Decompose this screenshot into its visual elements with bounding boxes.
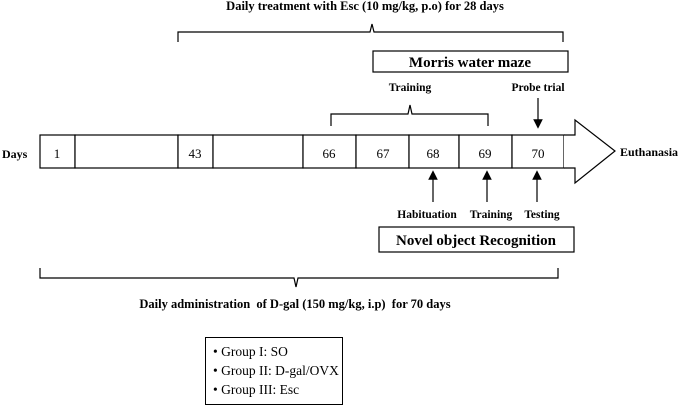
days-label: Days xyxy=(2,147,28,161)
day-cell xyxy=(75,135,178,168)
dgal-brace xyxy=(40,268,558,287)
probe-label: Probe trial xyxy=(511,82,565,94)
nor-training-label: Training xyxy=(469,209,513,221)
nor-title: Novel object Recognition xyxy=(396,233,556,249)
group-item: • Group III: Esc xyxy=(213,382,300,397)
day-66: 66 xyxy=(322,146,336,161)
treatment-brace xyxy=(178,24,563,42)
top-caption: Daily treatment with Esc (10 mg/kg, p.o) for 28 days xyxy=(226,0,504,13)
mwm-title: Morris water maze xyxy=(408,55,532,71)
bottom-caption: Daily administration of D-gal (150 mg/kg, i.p) for 70 days xyxy=(139,297,451,311)
group-item: • Group II: D-gal/OVX xyxy=(213,363,339,378)
day-1: 1 xyxy=(53,146,61,161)
timeline-arrow xyxy=(564,120,615,183)
group-legend xyxy=(205,337,343,405)
euthanasia-label: Euthanasia xyxy=(620,145,679,159)
day-43: 43 xyxy=(188,146,202,161)
habituation-label: Habituation xyxy=(397,209,457,221)
testing-label: Testing xyxy=(524,209,560,221)
training-label: Training xyxy=(388,82,432,94)
group-item: • Group I: SO xyxy=(213,344,288,359)
day-69: 69 xyxy=(478,146,492,161)
day-67: 67 xyxy=(376,146,390,161)
training-brace xyxy=(331,105,488,126)
day-cell xyxy=(213,135,303,168)
day-68: 68 xyxy=(426,146,440,161)
day-70: 70 xyxy=(531,146,545,161)
